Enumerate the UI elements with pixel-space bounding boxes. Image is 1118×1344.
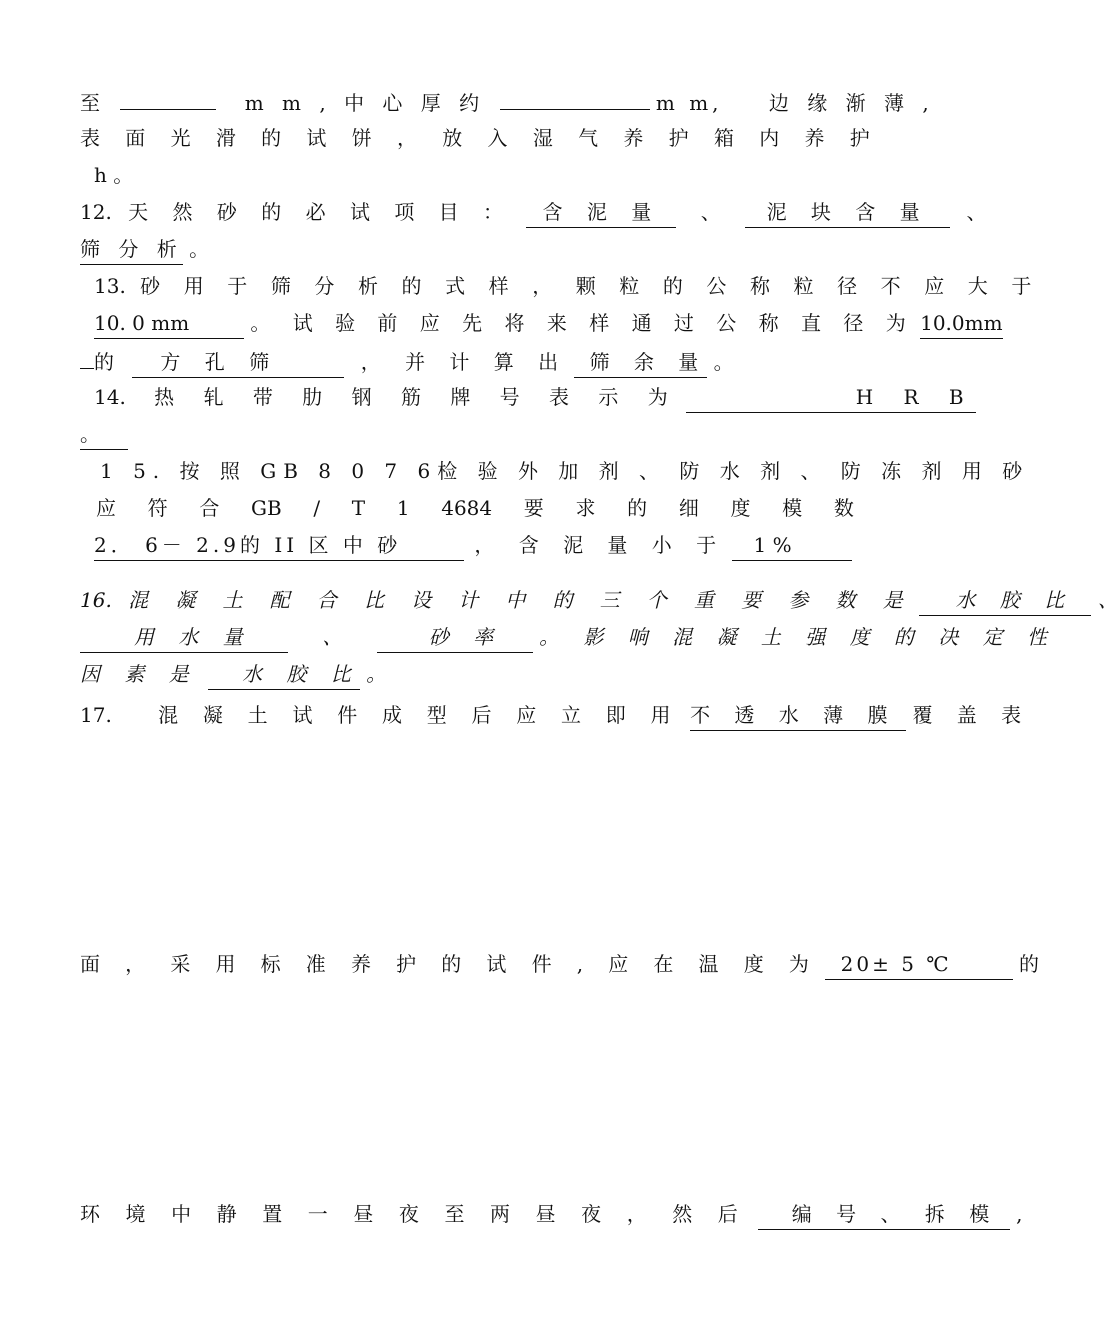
char: 细 — [678, 496, 699, 520]
char: 养 — [623, 126, 644, 150]
answer-field: 2． 6－ 2.9的 II 区 中 砂 — [94, 532, 464, 561]
text-segment: h 。 — [94, 163, 134, 187]
text-segment: m m, — [655, 91, 723, 115]
punctuation: 。 — [366, 662, 387, 686]
question-14-cont — [80, 418, 870, 450]
answer-field: 水 胶 比 — [208, 661, 360, 690]
text-segment: 边 缘 渐 薄 , — [768, 91, 935, 115]
question-text: ， 含 泥 量 小 于 — [474, 533, 726, 557]
separator: 、 — [966, 200, 987, 224]
answer-field: 1 % — [732, 532, 852, 561]
question-text: 环 境 中 静 置 一 昼 夜 至 两 昼 夜 ， 然 后 — [80, 1202, 748, 1226]
char: 模 — [782, 496, 803, 520]
question-16-cont — [80, 621, 1057, 653]
question-text: ， 并 计 算 出 — [360, 350, 568, 374]
question-14 — [80, 381, 976, 413]
char: / — [313, 496, 321, 520]
question-text: 1 5. 按 照 GB 8 0 7 6检 验 外 加 剂 、 防 水 剂 、 防 冻 剂 用 砂 — [100, 459, 1030, 483]
question-number: 16. — [80, 588, 112, 612]
answer-field: 筛 余 量 — [574, 349, 708, 378]
line-3 — [80, 159, 870, 191]
answer-field: 。 — [80, 421, 128, 450]
answer-field: 含 泥 量 — [526, 199, 676, 228]
answer-field: 用 水 量 — [80, 624, 288, 653]
char: 符 — [147, 496, 168, 520]
char: ， — [396, 126, 417, 150]
question-text: 天 然 砂 的 必 试 项 目 ： — [128, 200, 513, 224]
question-15-cont2 — [80, 529, 870, 561]
blank-field — [80, 344, 94, 369]
char: 合 — [199, 496, 220, 520]
question-17 — [80, 699, 1031, 731]
text-segment: 至 — [80, 91, 100, 115]
char: 应 — [96, 496, 116, 520]
question-text: 因 素 是 — [80, 662, 198, 686]
char: 度 — [730, 496, 751, 520]
punctuation: 。 — [713, 350, 734, 374]
question-17-cont — [80, 948, 1039, 980]
answer-field: 10. 0 mm — [94, 310, 244, 339]
question-text: 。 影 响 混 凝 土 强 度 的 决 定 性 — [539, 625, 1057, 649]
char: 的 — [627, 496, 648, 520]
question-number: 12. — [80, 200, 112, 224]
line-2 — [80, 122, 870, 154]
question-text: 覆 盖 表 — [912, 703, 1031, 727]
char: 1 — [396, 496, 410, 520]
separator: 、 — [1097, 588, 1118, 612]
question-number: 17. — [80, 703, 112, 727]
blank-field — [500, 85, 650, 110]
blank-field — [120, 85, 216, 110]
punctuation: 。 — [189, 237, 210, 261]
char: 光 — [170, 126, 191, 150]
question-number: 13. — [94, 274, 126, 298]
char: 气 — [578, 126, 599, 150]
answer-field: 20± 5 ℃ — [825, 951, 1013, 980]
question-16-cont2 — [80, 658, 870, 690]
separator: 、 — [322, 625, 343, 649]
separator: 、 — [700, 200, 721, 224]
char: 表 — [80, 126, 100, 150]
char: GB — [251, 496, 282, 520]
char: 入 — [487, 126, 508, 150]
answer-field: 编 号 、 拆 模 — [758, 1201, 1010, 1230]
question-text: 的 — [1019, 952, 1039, 976]
answer-field: 水 胶 比 — [919, 587, 1091, 616]
answer-field: 10.0mm — [920, 310, 1002, 339]
question-12 — [80, 196, 987, 228]
char: 试 — [306, 126, 327, 150]
text-segment: 的 — [94, 350, 114, 374]
char: 面 — [125, 126, 146, 150]
answer-field: 方 孔 筛 — [132, 349, 344, 378]
question-number: 14. — [94, 385, 126, 409]
char: 箱 — [713, 126, 734, 150]
question-15 — [80, 455, 1030, 487]
answer-field: H R B — [686, 384, 976, 413]
char: 数 — [833, 496, 854, 520]
question-13 — [80, 270, 1040, 302]
question-text: 热 轧 带 肋 钢 筋 牌 号 表 示 为 — [154, 385, 680, 409]
answer-field: 筛 分 析 — [80, 236, 183, 265]
question-text: 砂 用 于 筛 分 析 的 式 样 ， 颗 粒 的 公 称 粒 径 不 应 大 于 — [140, 274, 1040, 298]
char: 的 — [261, 126, 282, 150]
question-17-cont2 — [80, 1198, 1023, 1230]
question-12-cont — [80, 233, 870, 265]
char: 要 — [523, 496, 544, 520]
char: 4684 — [441, 496, 493, 520]
question-text: 混 凝 土 配 合 比 设 计 中 的 三 个 重 要 参 数 是 — [128, 588, 914, 612]
answer-field: 泥 块 含 量 — [745, 199, 950, 228]
char: 养 — [804, 126, 825, 150]
line-1 — [80, 85, 935, 117]
punctuation: , — [1016, 1202, 1023, 1226]
text-segment: m m , 中 心 厚 约 — [244, 91, 486, 115]
char: T — [351, 496, 366, 520]
char: 护 — [849, 126, 870, 150]
answer-field: 砂 率 — [377, 624, 533, 653]
char: 放 — [442, 126, 463, 150]
char: 饼 — [351, 126, 372, 150]
question-13-cont — [80, 307, 1003, 339]
question-text: 混 凝 土 试 件 成 型 后 应 立 即 用 — [158, 703, 680, 727]
char: 湿 — [532, 126, 553, 150]
question-text: 。 试 验 前 应 先 将 来 样 通 过 公 称 直 径 为 — [250, 311, 914, 335]
question-13-cont2 — [80, 344, 870, 376]
char: 护 — [668, 126, 689, 150]
question-15-cont — [80, 492, 870, 524]
question-16 — [80, 584, 1118, 616]
answer-field: 不 透 水 薄 膜 — [690, 702, 906, 731]
char: 滑 — [215, 126, 236, 150]
question-text: 面 ， 采 用 标 准 养 护 的 试 件 , 应 在 温 度 为 — [80, 952, 819, 976]
char: 求 — [575, 496, 596, 520]
char: 内 — [759, 126, 780, 150]
